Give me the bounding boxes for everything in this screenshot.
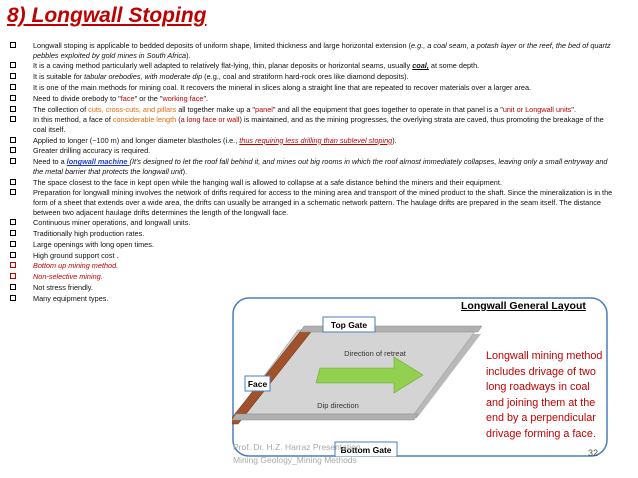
slide-title: 8) Longwall Stoping — [7, 4, 207, 27]
bullet-text: ( — [176, 115, 181, 125]
checkbox-bullet-icon — [10, 42, 16, 48]
bottom-gate-label: Bottom Gate — [340, 445, 392, 455]
bullet-text: " and all the equipment that goes together to operate in that panel is a " — [272, 104, 503, 114]
bullet-text: It is one of the main methods for mining coal. It recovers the mineral in slices along a straight line that are repeated to recover materials over a larger area. — [33, 82, 532, 92]
checkbox-bullet-icon — [10, 189, 16, 195]
top-gate-label: Top Gate — [330, 320, 368, 330]
diagram-title: Longwall General Layout — [461, 300, 586, 312]
checkbox-bullet-icon — [10, 158, 16, 164]
bullet-text: a long face or wall — [180, 115, 240, 125]
bullet-item — [8, 251, 616, 261]
bullet-text: The space closest to the face in kept open while the hanging wall is allowed to collapse at a safe distance behind the miners and their equipment. — [33, 177, 502, 187]
dip-direction-label: Dip direction — [317, 401, 359, 410]
bullet-item — [8, 94, 616, 104]
bullet-text: e.g., a coal seam, a potash layer or the reef, the bed of quartz pebbles exploited by gold mines in South Africa — [33, 41, 611, 60]
checkbox-bullet-icon — [10, 273, 16, 279]
bullet-text: ). — [186, 50, 191, 60]
bullet-text: It is suitable — [33, 72, 74, 82]
bullet-text: Applied to longer (~100 m) and longer diameter blastholes (i.e., — [33, 135, 240, 145]
checkbox-bullet-icon — [10, 295, 16, 301]
bullet-text: working face — [162, 93, 204, 103]
bullet-text: Need to divide orebody to " — [33, 93, 121, 103]
bullet-text: Bottom up mining method. — [33, 261, 119, 271]
bullet-item — [8, 72, 616, 82]
checkbox-bullet-icon — [10, 106, 16, 112]
checkbox-bullet-icon — [10, 62, 16, 68]
bullet-text: Longwall stoping is applicable to bedded deposits of uniform shape, limited thickness and large horizontal extension ( — [33, 41, 412, 50]
bullet-list — [8, 41, 616, 305]
bullet-item — [8, 83, 616, 93]
footer-author-line1: Prof. Dr. H.Z. Harraz Presentation — [233, 442, 361, 452]
bullet-text: Greater drilling accuracy is required. — [33, 146, 151, 156]
bullet-item — [8, 188, 616, 217]
checkbox-bullet-icon — [10, 84, 16, 90]
bullet-text: (It's designed to let the roof fall behind it, and mines out big rooms in which the roof almost immediately collapses, leaving only a small entryway and the metal barrier that protects the longwall unit — [33, 157, 608, 176]
bullet-text: ). — [392, 135, 397, 145]
checkbox-bullet-icon — [10, 262, 16, 268]
bullet-item — [8, 261, 616, 271]
bullet-item — [8, 178, 616, 188]
bullet-text: for tabular orebodies, with moderate dip — [73, 72, 203, 82]
checkbox-bullet-icon — [10, 252, 16, 258]
bullet-item — [8, 240, 616, 250]
bullet-item — [8, 229, 616, 239]
bullet-item — [8, 61, 616, 71]
bullet-text: ). — [182, 166, 188, 176]
bullet-text: " or the " — [134, 93, 163, 103]
bullet-text: Large openings with long open times. — [33, 239, 154, 249]
bullet-item — [8, 218, 616, 228]
bullet-text: ". — [203, 93, 209, 103]
bullet-item — [8, 283, 616, 293]
checkbox-bullet-icon — [10, 219, 16, 225]
bullet-text: Not stress friendly. — [33, 283, 93, 293]
bullet-text: Traditionally high production rates. — [33, 229, 145, 239]
bullet-text: Continuous miner operations, and longwall units. — [33, 218, 191, 228]
bullet-text: face — [120, 93, 135, 103]
checkbox-bullet-icon — [10, 116, 16, 122]
bullet-text: In this method, a face of — [33, 115, 113, 125]
bullet-text: unit or Longwall units — [502, 104, 572, 114]
bullet-text: thus requiring less drilling than sublevel stoping — [239, 135, 393, 145]
footer-author — [233, 441, 361, 467]
checkbox-bullet-icon — [10, 147, 16, 153]
checkbox-bullet-icon — [10, 284, 16, 290]
bullet-text: High ground support cost . — [33, 250, 119, 260]
bullet-text: ) is maintained, and as the mining progresses, the overlying strata are caved, thus promoting the breakage of the coal itself. — [33, 115, 604, 134]
direction-of-retreat-label: Direction of retreat — [344, 349, 406, 358]
bottom-gate-road — [232, 414, 418, 420]
bullet-text: (e.g., coal and stratiform hard-rock ores like diamond deposits). — [202, 72, 409, 82]
bullet-item — [8, 146, 616, 156]
bullet-item — [8, 157, 616, 176]
bullet-text: coal, — [412, 61, 429, 71]
bullet-item — [8, 272, 616, 282]
checkbox-bullet-icon — [10, 230, 16, 236]
bullet-item — [8, 115, 616, 134]
bullet-item — [8, 41, 616, 60]
bullet-text: Preparation for longwall mining involves the network of drifts required for access to the mining area and transport of the mined product to the shaft. Since the mineralization is in the form of a sheet that extends over a wide area, the drifts can usually be arranged in a schematic network pattern. The haulage drifts are prepared in the seam itself. The distance between two adjacent haulage drifts determines the length of the longwall face. — [33, 188, 613, 217]
bullet-text: at some depth. — [428, 61, 480, 71]
bullet-text: Non-selective mining. — [33, 272, 103, 282]
bullet-item — [8, 136, 616, 146]
bullet-text: The collection of — [33, 104, 89, 114]
bullet-text: Many equipment types. — [33, 293, 109, 303]
bullet-text: considerable length — [112, 115, 177, 125]
bullet-text: cuts, cross-cuts, and pillars — [88, 104, 177, 114]
checkbox-bullet-icon — [10, 137, 16, 143]
bullet-text: ". — [571, 104, 576, 114]
longwall-description: Longwall mining method includes drivage of two long roadways in coal and joining them at the end by a perpendicular drivage forming a face. — [486, 350, 603, 440]
footer-author-line2: Mining Geology_Mining Methods — [233, 455, 357, 465]
checkbox-bullet-icon — [10, 179, 16, 185]
bullet-item — [8, 105, 616, 115]
bullet-text: all together make up a " — [176, 104, 256, 114]
bullet-text: longwall machine — [66, 157, 130, 167]
bullet-text: panel — [255, 104, 273, 114]
checkbox-bullet-icon — [10, 73, 16, 79]
bullet-text: Need to a — [33, 157, 67, 167]
page-number: 32 — [588, 448, 599, 458]
bullet-text: It is a caving method particularly well adapted to relatively flat-lying, thin, planar deposits or horizontal seams, usually — [33, 61, 413, 71]
checkbox-bullet-icon — [10, 95, 16, 101]
checkbox-bullet-icon — [10, 241, 16, 247]
face-label: Face — [247, 379, 268, 389]
